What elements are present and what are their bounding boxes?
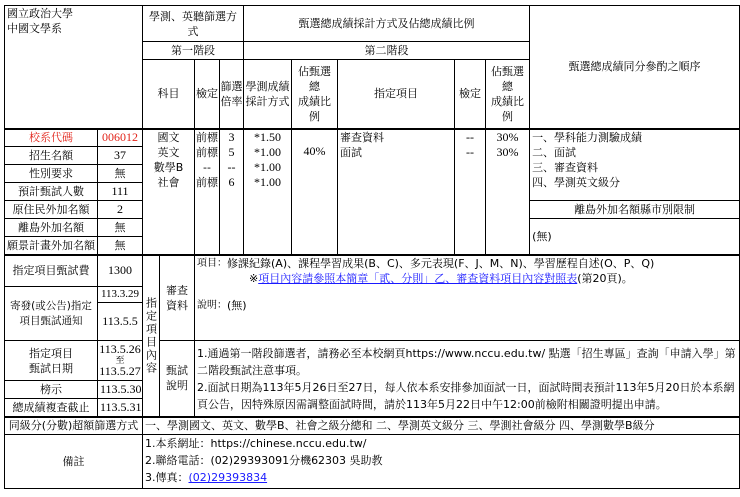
col-pct-line3: 成績比 xyxy=(298,94,331,108)
interview-content xyxy=(195,341,740,417)
info-value-vision: 無 xyxy=(98,237,143,255)
weight-english: *1.00 xyxy=(254,144,281,159)
school-dept-cell xyxy=(5,6,143,129)
col-gsat-method-line1: 學測成績 xyxy=(245,79,290,93)
screening-method-header: 學測、英聽篩選方式 xyxy=(143,6,244,42)
review-reference-link[interactable]: 項目內容請參照本簡章「貳、分則」乙、審查資料項目內容對照表 xyxy=(258,271,578,285)
review-note-row xyxy=(197,298,737,313)
date-label-recheck: 總成績複查截止 xyxy=(5,399,98,417)
info-value-island: 無 xyxy=(98,219,143,237)
info-label-indigenous: 原住民外加名額 xyxy=(5,201,98,219)
date-exam-to: 至 xyxy=(115,355,125,365)
stage2-checks xyxy=(455,129,486,255)
remarks-content xyxy=(143,435,740,489)
col-ratio-line2: 倍率 xyxy=(220,94,243,108)
tie-order-header: 甄選總成績同分參酌之順序 xyxy=(530,6,740,129)
review-note-label: 說明： xyxy=(197,299,227,311)
stage2-header: 第二階段 xyxy=(244,42,530,60)
item-review: 審查資料 xyxy=(340,130,384,144)
stage1-subjects xyxy=(143,129,195,255)
check-interview: -- xyxy=(466,144,474,159)
stage1-percent: 40% xyxy=(292,129,338,255)
date-label-exam-line2: 甄試日期 xyxy=(29,361,73,375)
tiebreak-label: 同級分(分數)超額篩選方式 xyxy=(5,417,143,435)
review-note-text: (無) xyxy=(227,298,247,312)
col-ratio xyxy=(220,60,244,129)
date-label-result: 榜示 xyxy=(5,381,98,399)
col-stage1-percent xyxy=(292,60,338,129)
interview-label-line2: 說明 xyxy=(166,379,188,393)
info-value-indigenous: 2 xyxy=(98,201,143,219)
col-check2: 檢定 xyxy=(455,60,486,129)
admission-table xyxy=(4,5,740,489)
col-gsat-method xyxy=(244,60,292,129)
info-label-code: 校系代碼 xyxy=(5,129,98,147)
review-items-label: 項目： xyxy=(197,257,227,269)
check-social: 前標 xyxy=(196,175,218,189)
date-value-notice: 113.3.29 xyxy=(98,287,143,303)
col-pct2-line2: 總 xyxy=(502,79,514,93)
date-value-result: 113.5.30 xyxy=(98,381,143,399)
review-content xyxy=(195,255,740,341)
date-value-deadline: 113.5.5 xyxy=(98,303,143,341)
tie-order-4: 四、學測英文級分 xyxy=(532,175,621,189)
review-items-row xyxy=(197,256,737,271)
stage1-ratios xyxy=(220,129,244,255)
ratio-english: 5 xyxy=(228,144,235,159)
check-math-b: -- xyxy=(203,160,211,174)
stage2-items xyxy=(338,129,455,255)
subject-social: 社會 xyxy=(157,175,180,189)
info-label-gender: 性別要求 xyxy=(5,165,98,183)
col-check: 檢定 xyxy=(195,60,220,129)
remarks-fax xyxy=(145,469,737,486)
date-value-recheck: 113.5.31 xyxy=(98,399,143,417)
ratio-chinese: 3 xyxy=(228,129,235,144)
island-limit-value: (無) xyxy=(530,219,740,255)
interview-note-2: 2.面試日期為113年5月26日至27日，每人依本系安排參加面試一日，面試時間表預計113年5月20日於本系網頁公告，因特殊原因需調整面試時間，請於113年5月22日中午12:00前檢附相關證明提出申請。 xyxy=(197,381,735,411)
percent-interview: 30% xyxy=(496,144,519,159)
school-name: 國立政治大學 xyxy=(7,7,73,20)
check-chinese: 前標 xyxy=(196,130,218,144)
department-name: 中國文學系 xyxy=(7,22,62,35)
col-items: 指定項目 xyxy=(338,60,455,129)
weight-math-b: *1.00 xyxy=(254,159,281,174)
interview-label-line1: 甄試 xyxy=(166,364,188,378)
designated-vertical-label xyxy=(143,255,160,417)
col-ratio-line1: 篩選 xyxy=(220,79,243,93)
date-value-fee: 1300 xyxy=(98,255,143,287)
review-label xyxy=(160,255,195,341)
island-limit-title: 離島外加名額縣市別限制 xyxy=(530,201,740,219)
tie-order-list xyxy=(530,129,740,201)
col-pct-line1: 佔甄選 xyxy=(298,64,331,78)
interview-label xyxy=(160,341,195,417)
interview-note-1: 1.通過第一階段篩選者，請務必至本校網頁https://www.nccu.edu.tw/ 點選「招生專區」查詢「申請入學」第二階段甄試注意事項。 xyxy=(197,347,736,377)
weight-chinese: *1.50 xyxy=(254,129,281,144)
stage1-weights xyxy=(244,129,292,255)
col-pct-line4: 例 xyxy=(309,109,320,123)
date-label-exam-line1: 指定項目 xyxy=(29,346,73,360)
col-pct2-line4: 例 xyxy=(502,109,514,123)
date-label-fee: 指定項目甄試費 xyxy=(5,255,98,287)
subject-chinese: 國文 xyxy=(157,130,180,144)
date-exam-start: 113.5.26 xyxy=(99,342,141,356)
info-value-quota: 37 xyxy=(98,147,143,165)
info-value-expected: 111 xyxy=(98,183,143,201)
stage1-checks xyxy=(195,129,220,255)
info-label-island: 離島外加名額 xyxy=(5,219,98,237)
designated-vertical-text: 指定項目內容 xyxy=(144,296,158,375)
review-items-text: 修課紀錄(A)、課程學習成果(B、C)、多元表現(F、J、M、N)、學習歷程自述(O、P、Q) xyxy=(227,256,655,270)
reference-suffix: (第20頁)。 xyxy=(577,271,633,285)
subject-english: 英文 xyxy=(157,145,180,159)
date-value-exam xyxy=(98,341,143,381)
info-value-code: 006012 xyxy=(98,129,143,147)
review-label-line1: 審查 xyxy=(166,283,188,297)
tie-order-2: 二、面試 xyxy=(532,145,577,159)
col-pct-line2: 總 xyxy=(309,79,320,93)
col-stage2-percent xyxy=(486,60,530,129)
date-label-exam xyxy=(5,341,98,381)
ratio-math-b: -- xyxy=(227,159,236,174)
reference-mark: ※ xyxy=(249,271,259,285)
remarks-phone: 2.聯絡電話：(02)29393091分機62303 吳助教 xyxy=(145,454,383,467)
col-gsat-method-line2: 採計方式 xyxy=(245,94,290,108)
stage1-header: 第一階段 xyxy=(143,42,244,60)
info-label-quota: 招生名額 xyxy=(5,147,98,165)
ratio-social: 6 xyxy=(228,174,235,189)
review-reference xyxy=(197,271,737,286)
review-label-line2: 資料 xyxy=(166,298,188,312)
stage2-percents xyxy=(486,129,530,255)
date-label-notice: 寄發(或公告)指定項目甄試通知 xyxy=(5,287,98,341)
info-value-gender: 無 xyxy=(98,165,143,183)
col-pct2-line1: 佔甄選 xyxy=(491,64,525,78)
info-label-vision: 願景計畫外加名額 xyxy=(5,237,98,255)
tie-order-3: 三、審查資料 xyxy=(532,160,599,174)
col-subject: 科目 xyxy=(143,60,195,129)
remarks-label: 備註 xyxy=(5,435,143,489)
subject-math-b: 數學B xyxy=(153,160,184,174)
remarks-fax-link[interactable]: (02)29393834 xyxy=(188,471,268,484)
tiebreak-value: 一、學測國文、英文、數學B、社會之級分總和 二、學測英文級分 三、學測社會級分 四、學測數學B級分 xyxy=(143,417,740,435)
percent-review: 30% xyxy=(496,129,519,144)
remarks-website: 1.本系網址：https://chinese.nccu.edu.tw/ xyxy=(145,437,367,450)
col-pct2-line3: 成績比 xyxy=(491,94,525,108)
info-label-expected: 預計甄試人數 xyxy=(5,183,98,201)
check-review: -- xyxy=(466,129,474,144)
check-english: 前標 xyxy=(196,145,218,159)
admission-table-container xyxy=(4,5,739,489)
weight-social: *1.00 xyxy=(254,174,281,189)
tie-order-1: 一、學科能力測驗成績 xyxy=(532,130,643,144)
remarks-fax-label: 3.傳真： xyxy=(145,471,189,484)
date-exam-end: 113.5.27 xyxy=(99,364,141,378)
item-interview: 面試 xyxy=(340,145,362,159)
scoring-method-header: 甄選總成績採計方式及佔總成績比例 xyxy=(244,6,530,42)
